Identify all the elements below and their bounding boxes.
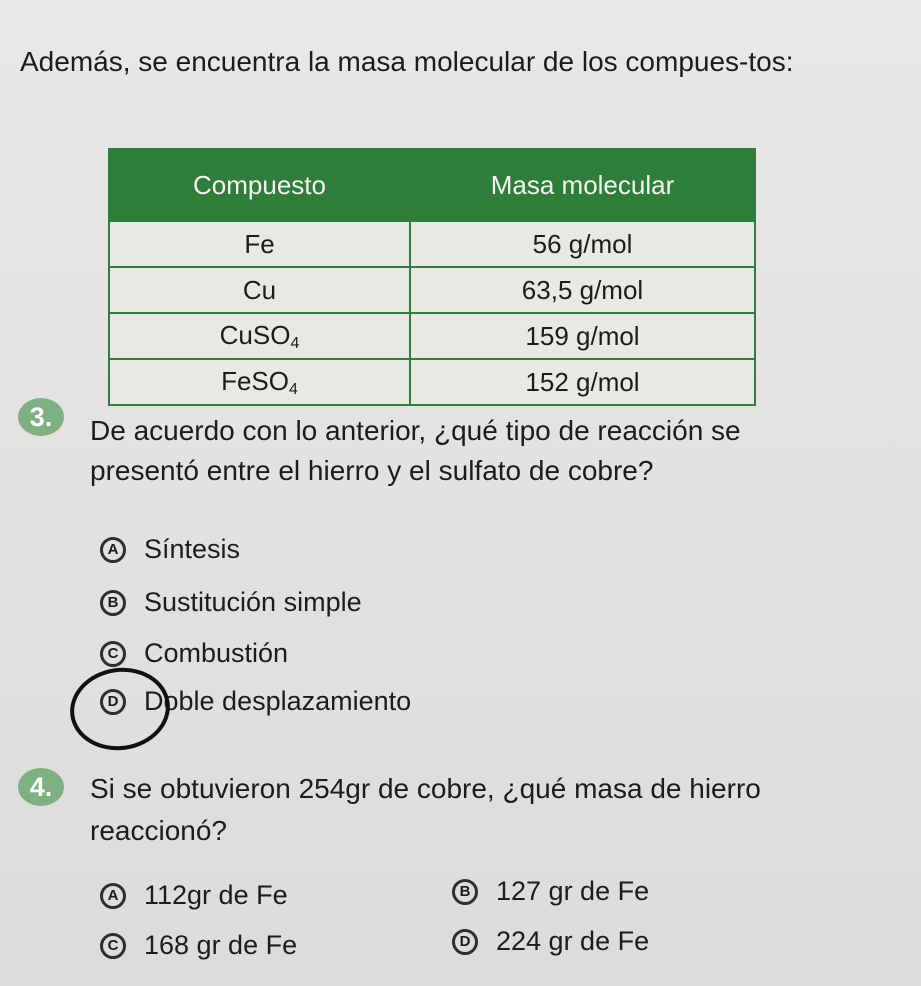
mass-cell: 56 g/mol [410, 221, 755, 267]
option-letter-badge: C [100, 933, 126, 959]
formula-subscript: 4 [289, 380, 298, 398]
option-text: 112gr de Fe [144, 880, 288, 910]
compound-cell [109, 359, 410, 405]
q3-option-a[interactable] [100, 534, 240, 565]
option-text: Síntesis [144, 534, 241, 564]
table-header-row [109, 149, 755, 221]
compound-formula: FeSO [221, 365, 289, 396]
option-letter-badge: D [100, 689, 126, 715]
q3-option-c[interactable] [100, 638, 288, 669]
option-text: 127 gr de Fe [496, 876, 650, 906]
q4-option-b[interactable] [452, 876, 649, 907]
option-text: 224 gr de Fe [496, 926, 650, 956]
compound-cell: Cu [109, 267, 410, 313]
question-4-number: 4. [18, 768, 64, 806]
table-row [109, 267, 755, 313]
question-3-number: 3. [18, 398, 64, 436]
option-text: Combustión [144, 638, 289, 668]
option-letter-badge: A [100, 537, 126, 563]
option-text: Doble desplazamiento [144, 686, 412, 716]
formula-subscript: 4 [290, 334, 300, 352]
option-letter-badge: A [100, 883, 126, 909]
q4-option-a[interactable] [100, 880, 288, 911]
intro-paragraph [20, 44, 880, 80]
header-compound: Compuesto [109, 149, 410, 221]
question-4-line2: reaccionó? [90, 815, 227, 846]
q4-option-c[interactable] [100, 930, 297, 961]
option-text: Sustitución simple [144, 587, 362, 617]
compound-cell [109, 313, 410, 359]
compound-cell: Fe [109, 221, 410, 267]
compound-formula: CuSO [219, 319, 291, 350]
mass-cell: 159 g/mol [410, 313, 755, 359]
question-3-line2: presentó entre el hierro y el sulfato de cobre? [90, 455, 654, 486]
q4-option-d[interactable] [452, 926, 649, 957]
q3-option-b[interactable] [100, 587, 362, 618]
table-row [109, 359, 755, 405]
intro-text: Además, se encuentra la masa molecular de los compues-tos: [20, 46, 794, 77]
mass-cell: 152 g/mol [410, 359, 755, 405]
hand-drawn-circle-mark [65, 661, 175, 756]
option-letter-badge: B [100, 590, 126, 616]
table-row [109, 221, 755, 267]
molecular-mass-table [108, 148, 756, 406]
option-letter-badge: B [452, 879, 478, 905]
mass-cell: 63,5 g/mol [410, 267, 755, 313]
option-letter-badge: C [100, 641, 126, 667]
table-row [109, 313, 755, 359]
header-molecular-mass: Masa molecular [410, 149, 755, 221]
question-3-line1: De acuerdo con lo anterior, ¿qué tipo de reacción se [90, 415, 741, 446]
option-letter-badge: D [452, 929, 478, 955]
option-text: 168 gr de Fe [144, 930, 298, 960]
question-4-line1: Si se obtuvieron 254gr de cobre, ¿qué masa de hierro [90, 773, 761, 804]
